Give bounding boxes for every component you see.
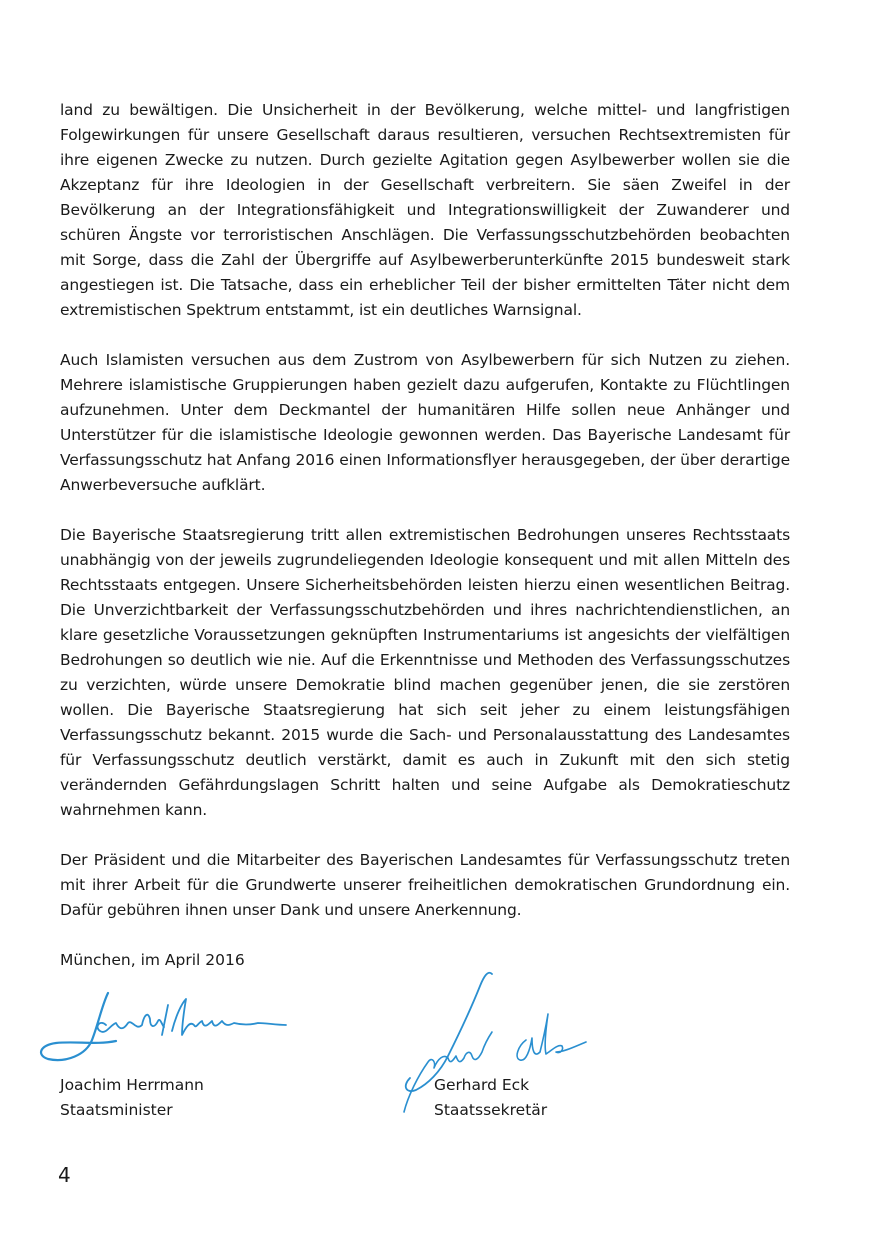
- signatory-title: Staatssekretär: [434, 1101, 548, 1119]
- dateline: München, im April 2016: [60, 951, 245, 969]
- page-number: 4: [58, 1163, 71, 1187]
- paragraph-4: Der Präsident und die Mitarbeiter des Bayerischen Landesamtes für Verfassungsschutz treten mit ihrer Arbeit für die Grundwerte unserer freiheitlichen demokratischen Grundordnung ein. Dafür gebühren ihnen unser Dank und unsere Anerkennung.: [60, 851, 790, 919]
- signatory-title: Staatsminister: [60, 1101, 173, 1119]
- paragraph-3: Die Bayerische Staatsregierung tritt allen extremistischen Bedrohungen unseres Rechtsstaats unabhängig von der jeweils zugrundeliegenden Ideologie konsequent und mit allen Mitteln des Rechtsstaats entgegen. Unsere Sicherheitsbehörden leisten hierzu einen wesentlichen Beitrag. Die Unverzichtbarkeit der Verfassungsschutzbehörden und ihres nachrichtendienstlichen, an klare gesetzliche Voraussetzungen geknüpften Instrumentariums ist angesichts der vielfältigen Bedrohungen so deutlich wie nie. Auf die Erkenntnisse und Methoden des Verfassungsschutzes zu verzichten, würde unsere Demokratie blind machen gegenüber jenen, die sie zerstören wollen. Die Bayerische Staatsregierung hat sich seit jeher zu einem leistungsfähigen Verfassungsschutz bekannt. 2015 wurde die Sach- und Personalausstattung des Landesamtes für Verfassungsschutz deutlich verstärkt, damit es auch in Zukunft mit den sich stetig verändernden Gefährdungslagen Schritt halten und seine Aufgabe als Demokratieschutz wahrnehmen kann.: [60, 526, 790, 819]
- signatory-herrmann: [60, 1073, 204, 1123]
- paragraph-1: land zu bewältigen. Die Unsicherheit in der Bevölkerung, welche mittel- und langfristigen Folgewirkungen für unsere Gesellschaft daraus resultieren, versuchen Rechtsextremisten für ihre eigenen Zwecke zu nutzen. Durch gezielte Agitation gegen Asylbewerber wollen sie die Akzeptanz für ihre Ideologien in der Gesellschaft verbreitern. Sie säen Zweifel in der Bevölkerung an der Integrationsfähigkeit und Integrationswilligkeit der Zuwanderer und schüren Ängste vor terroristischen Anschlägen. Die Verfassungsschutzbehörden beobachten mit Sorge, dass die Zahl der Übergriffe auf Asylbewerberunterkünfte 2015 bundesweit stark angestiegen ist. Die Tatsache, dass ein erheblicher Teil der bisher ermittelten Täter nicht dem extremistischen Spektrum entstammt, ist ein deutliches Warnsignal.: [60, 101, 790, 319]
- letter-body: [60, 98, 790, 948]
- signatory-name: Gerhard Eck: [434, 1076, 530, 1094]
- signatory-name: Joachim Herrmann: [60, 1076, 204, 1094]
- signature-herrmann: [36, 985, 296, 1065]
- paragraph-2: Auch Islamisten versuchen aus dem Zustrom von Asylbewerbern für sich Nutzen zu ziehen. Mehrere islamistische Gruppierungen haben gezielt dazu aufgerufen, Kontakte zu Flüchtlingen aufzunehmen. Unter dem Deckmantel der humanitären Hilfe sollen neue Anhänger und Unterstützer für die islamistische Ideologie gewonnen werden. Das Bayerische Landesamt für Verfassungsschutz hat Anfang 2016 einen Informationsflyer herausgegeben, der über derartige Anwerbeversuche aufklärt.: [60, 351, 790, 494]
- signatory-eck: [434, 1073, 547, 1123]
